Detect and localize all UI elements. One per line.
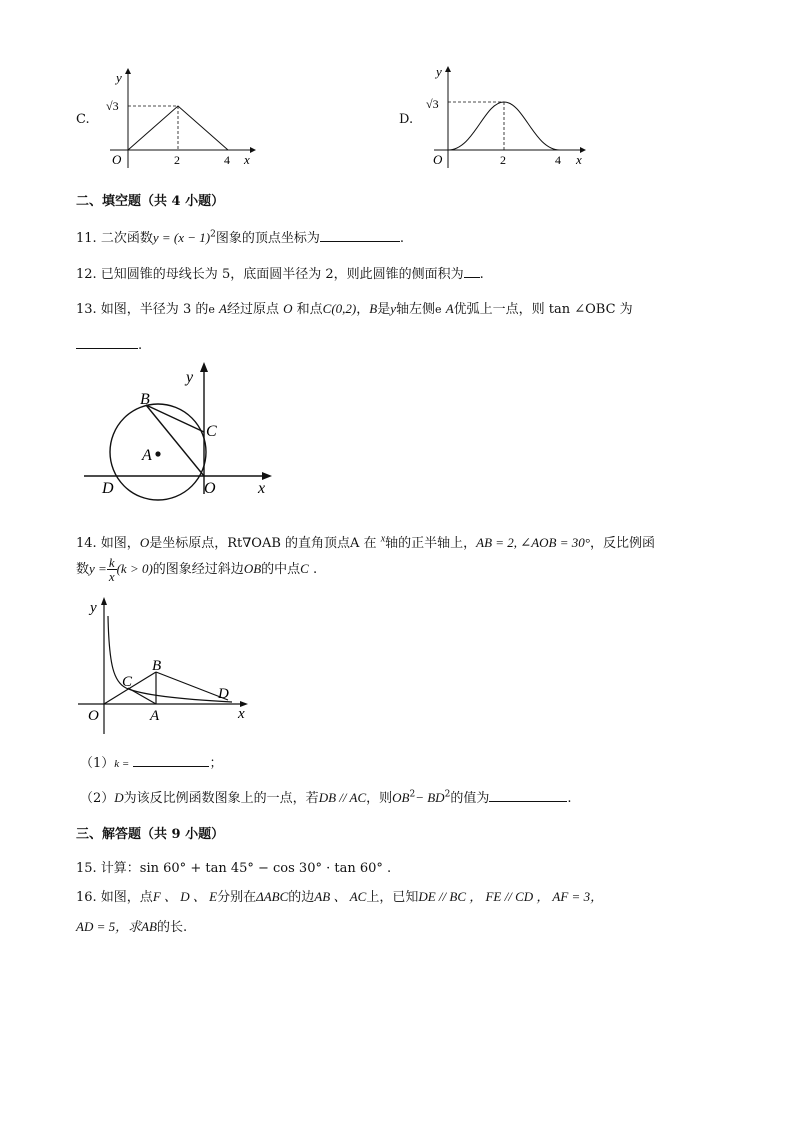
q11-text-b: 图象的顶点坐标为 (215, 231, 320, 246)
q13-answer-line (76, 336, 142, 353)
q12-answer-blank[interactable] (464, 265, 480, 278)
q14-end: . (312, 562, 318, 577)
option-d-y-tick: √3 (426, 97, 439, 111)
q13-point-C: C(0,2) (322, 301, 357, 316)
q16-AD: AD = 5，求 (76, 919, 142, 934)
q14-x: x (380, 533, 386, 545)
q13-circle-sym-1: e (208, 303, 215, 316)
fig13-label-y: y (186, 369, 194, 386)
question-13 (76, 298, 633, 317)
q14-text-e: 数 (76, 562, 90, 577)
q13-text-c: 经过原点 (226, 302, 279, 317)
q14-2-OB-sq: 2 (409, 789, 416, 800)
q14-OB: OB (243, 561, 262, 576)
q14-condition-2: (k > 0) (116, 561, 153, 576)
option-d-x-tick-2: 2 (500, 153, 506, 167)
q13-end: . (138, 338, 143, 353)
fig13-x-arrow (262, 472, 272, 480)
q16-text-g: 上，已知 (366, 890, 419, 905)
q13-text-e: 和点 (296, 302, 323, 317)
q14-1-answer-blank[interactable] (133, 754, 209, 767)
fig13-chord-BC (146, 405, 204, 432)
option-c-y-tick: √3 (106, 99, 119, 113)
q14-2-text-h: 的值为 (450, 791, 490, 806)
q14-text-b: 是坐标原点，Rt∇OAB 的直角顶点A 在 (149, 536, 377, 551)
option-c-y-arrow (125, 68, 131, 74)
q14-condition: AB = 2, ∠AOB = 30° (476, 535, 590, 550)
section-title-fill-blank: 二、填空题（共 4 小题） (76, 194, 225, 209)
option-c-x-tick-2: 2 (174, 153, 180, 167)
fig13-y-arrow (200, 362, 208, 372)
option-c-label: C. (76, 112, 90, 127)
q14-1-k: k = (114, 758, 130, 770)
q11-answer-blank[interactable] (320, 229, 400, 242)
q13-O: O (283, 301, 293, 316)
fig14-label-C: C (122, 674, 133, 690)
q14-2-end: . (567, 791, 572, 806)
q11-text-a: 二次函数 (100, 231, 153, 246)
q14-2-parallel: DB // AC (318, 790, 367, 805)
question-14-part-2 (80, 787, 571, 806)
q13-text-k: 轴左侧 (396, 302, 436, 317)
q16-text-c: 分别在 (217, 890, 257, 905)
q14-text-f: 的图象经过斜边 (152, 562, 244, 577)
q14-2-BD: − BD (415, 790, 445, 805)
fig14-label-x: x (238, 706, 245, 722)
q16-conditions: DE // BC ， FE // CD ， AF = 3， (418, 889, 604, 904)
q14-2-text-c: 为该反比例函数图象上的一点，若 (123, 791, 319, 806)
q12-end: . (479, 267, 484, 282)
option-d-graph (424, 62, 590, 172)
q14-2-text-e: ，则 (366, 791, 393, 806)
fig13-chord-BO (146, 405, 204, 476)
fig14-y-arrow (101, 597, 107, 605)
question-16-line-1 (76, 886, 603, 905)
q14-2-OB: OB (392, 790, 410, 805)
fig14-label-O: O (88, 708, 99, 724)
option-c-x-arrow (250, 147, 256, 153)
q16-sides: AB 、 AC (314, 889, 367, 904)
q13-B: B (369, 301, 378, 316)
q14-2-D: D (114, 790, 124, 805)
option-d-x-label: x (576, 152, 582, 167)
q14-y-eq: y = (89, 561, 107, 576)
q13-text-a: 13. 如图，半径为 3 的 (76, 302, 209, 317)
option-d-label: D. (399, 112, 414, 127)
section-title-solve: 三、解答题（共 9 小题） (76, 827, 225, 842)
option-d-y-label: y (436, 64, 442, 79)
q14-C: C (300, 561, 309, 576)
q13-A: A (219, 301, 227, 316)
fig14-label-B: B (152, 658, 162, 674)
fig13-label-x: x (258, 480, 266, 497)
q16-AB: AB (141, 919, 157, 934)
q13-text-m: 优弧上一点，则 tan ∠OBC 为 (453, 302, 633, 317)
q16-points: F 、 D 、 E (152, 889, 218, 904)
fig13-label-O: O (204, 480, 216, 497)
question-16-line-2 (76, 916, 187, 935)
q14-text-a: 14. 如图， (76, 536, 140, 551)
q11-exponent: 2 (210, 229, 216, 240)
fig13-label-A: A (142, 447, 152, 464)
question-14-line-2 (76, 556, 317, 583)
option-d-y-arrow (445, 66, 451, 72)
q13-comma: ， (356, 302, 370, 317)
fig13-label-C: C (206, 423, 217, 440)
fig13-center-dot (155, 451, 160, 456)
q14-2-BD-sq: 2 (444, 789, 451, 800)
q13-circle-sym-2: e (435, 303, 442, 316)
q14-1-num: （1） (80, 756, 115, 771)
figure-14 (78, 596, 258, 736)
figure-13 (80, 362, 280, 504)
q14-text-d: ，反比例函 (589, 536, 655, 551)
option-c-graph (100, 64, 260, 172)
question-14-line-1 (76, 532, 655, 551)
option-d-x-tick-4: 4 (555, 153, 561, 167)
q13-A2: A (445, 301, 454, 316)
q16-text-a: 16. 如图，点 (76, 890, 153, 905)
q14-1-end: ； (209, 756, 223, 771)
q14-frac-den: x (108, 569, 115, 584)
option-c-x-label: x (244, 152, 250, 167)
option-c-y-label: y (116, 70, 122, 85)
fig14-label-D: D (218, 686, 229, 702)
option-c-x-tick-4: 4 (224, 153, 230, 167)
q14-frac-num: k (108, 555, 115, 570)
fig14-label-A: A (150, 708, 160, 724)
q11-expression: y = (x − 1) (152, 230, 211, 245)
question-11 (76, 227, 404, 246)
q14-text-g: 的中点 (261, 562, 301, 577)
q11-end: . (399, 231, 404, 246)
fig14-CA (128, 688, 156, 704)
q16-triangle: ΔABC (256, 889, 289, 904)
fig14-label-y: y (90, 600, 97, 616)
q16-text-k: 的长. (157, 920, 188, 935)
q14-2-answer-blank[interactable] (489, 789, 567, 802)
option-d-origin: O (433, 152, 443, 167)
q13-text-i: 是 (377, 302, 391, 317)
q12-text: 12. 已知圆锥的母线长为 5，底面圆半径为 2，则此圆锥的侧面积为 (76, 267, 464, 282)
q14-2-num: （2） (80, 791, 115, 806)
q13-answer-blank[interactable] (76, 336, 138, 349)
question-12 (76, 263, 484, 282)
q11-number: 11. (76, 231, 97, 246)
option-c-origin: O (112, 152, 122, 167)
q13-y: y (390, 301, 397, 316)
q14-text-c: 轴的正半轴上， (385, 536, 477, 551)
fig13-label-B: B (140, 391, 150, 408)
q14-O: O (139, 535, 150, 550)
fig13-label-D: D (102, 480, 114, 497)
q14-fraction (107, 556, 117, 583)
question-15: 15. 计算：sin 60° + tan 45° − cos 30° · tan 60° . (76, 861, 392, 876)
q16-text-e: 的边 (288, 890, 315, 905)
question-14-part-1 (80, 752, 223, 771)
